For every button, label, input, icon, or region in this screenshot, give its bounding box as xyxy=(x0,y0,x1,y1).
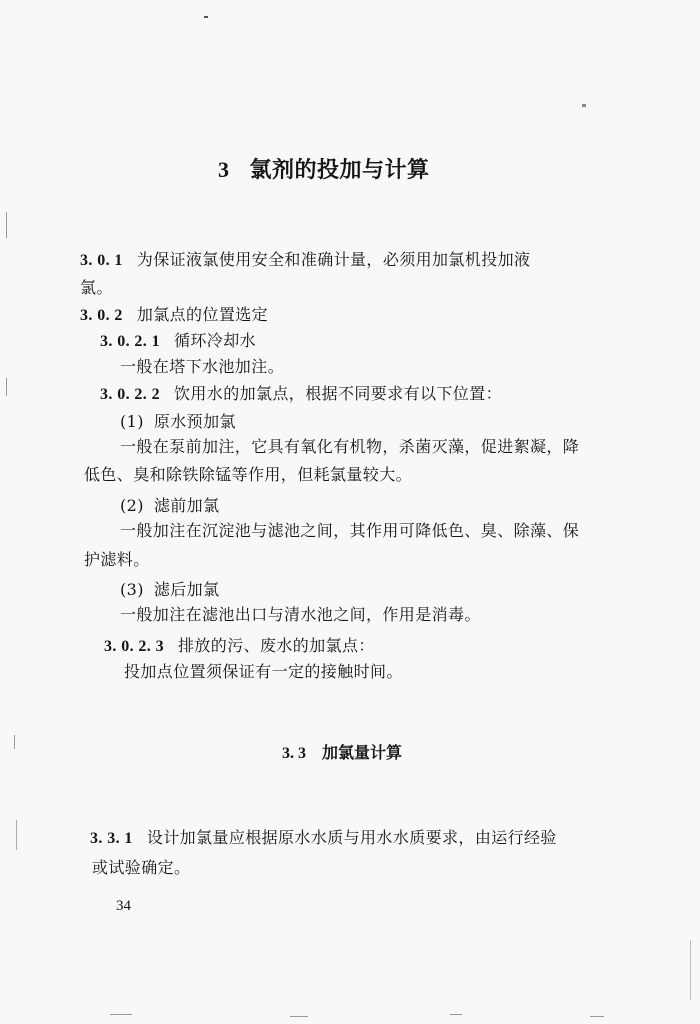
scan-edge-mark xyxy=(6,212,7,238)
clause-text: 设计加氯量应根据原水水质与用水水质要求，由运行经验 xyxy=(146,828,557,847)
clause-number: 3. 3. 1 xyxy=(90,830,133,847)
scan-edge-mark xyxy=(590,1016,604,1017)
clause-text: 循环冷却水 xyxy=(174,331,257,350)
clause-number: 3. 0. 2. 3 xyxy=(104,638,164,655)
scan-speck xyxy=(582,104,586,107)
clause-3-3-1-continuation: 或试验确定。 xyxy=(92,858,191,877)
clause-text: 排放的污、废水的加氯点： xyxy=(178,636,375,655)
point-label: (3) xyxy=(120,580,144,599)
clause-3-3-1 xyxy=(90,828,557,849)
point-2-body: 一般加注在沉淀池与滤池之间，其作用可降低色、臭、除藻、保 xyxy=(120,521,580,540)
section-title-text: 加氯量计算 xyxy=(322,743,403,762)
point-3-heading xyxy=(120,580,219,600)
clause-3-0-2-2 xyxy=(100,384,502,405)
clause-number: 3. 0. 2. 1 xyxy=(100,333,160,350)
scan-edge-mark xyxy=(6,378,7,396)
point-label: (1) xyxy=(120,412,144,431)
scan-speck xyxy=(204,16,208,18)
clause-3-0-1 xyxy=(80,250,530,271)
point-2-continuation: 护滤料。 xyxy=(84,550,150,569)
scan-edge-mark xyxy=(110,1014,132,1015)
point-1-body: 一般在泵前加注，它具有氧化有机物，杀菌灭藻，促进絮凝，降 xyxy=(120,437,580,456)
clause-text: 加氯点的位置选定 xyxy=(136,305,269,324)
clause-number: 3. 0. 2 xyxy=(80,307,123,324)
clause-3-0-2-1 xyxy=(100,331,256,352)
point-title: 滤后加氯 xyxy=(153,580,220,599)
clause-3-0-2-1-body: 一般在塔下水池加注。 xyxy=(120,357,285,376)
scan-edge-mark xyxy=(690,940,691,1000)
clause-3-0-2-3-body: 投加点位置须保证有一定的接触时间。 xyxy=(124,662,403,681)
chapter-title-text: 氯剂的投加与计算 xyxy=(249,158,430,183)
section-number: 3. 3 xyxy=(282,745,306,762)
point-2-heading xyxy=(120,496,219,516)
point-label: (2) xyxy=(120,496,144,515)
scan-edge-mark xyxy=(16,820,17,850)
point-3-body: 一般加注在滤池出口与清水池之间，作用是消毒。 xyxy=(120,605,481,624)
clause-text: 为保证液氯使用安全和准确计量，必须用加氯机投加液 xyxy=(136,250,531,269)
point-title: 原水预加氯 xyxy=(153,412,236,431)
point-1-heading xyxy=(120,412,236,432)
clause-3-0-2-3 xyxy=(104,636,375,657)
clause-3-0-2 xyxy=(80,305,268,326)
chapter-number: 3 xyxy=(218,157,230,182)
section-title xyxy=(282,743,402,764)
clause-number: 3. 0. 2. 2 xyxy=(100,386,160,403)
point-title: 滤前加氯 xyxy=(153,496,220,515)
scan-edge-mark xyxy=(290,1016,308,1017)
clause-number: 3. 0. 1 xyxy=(80,252,123,269)
scan-edge-mark xyxy=(450,1014,462,1015)
clause-text: 饮用水的加氯点，根据不同要求有以下位置： xyxy=(174,384,503,403)
page-number: 34 xyxy=(116,898,131,914)
chapter-title xyxy=(218,156,430,185)
clause-3-0-1-continuation: 氯。 xyxy=(80,278,113,297)
scan-edge-mark xyxy=(14,735,15,749)
point-1-continuation: 低色、臭和除铁除锰等作用，但耗氯量较大。 xyxy=(84,465,413,484)
